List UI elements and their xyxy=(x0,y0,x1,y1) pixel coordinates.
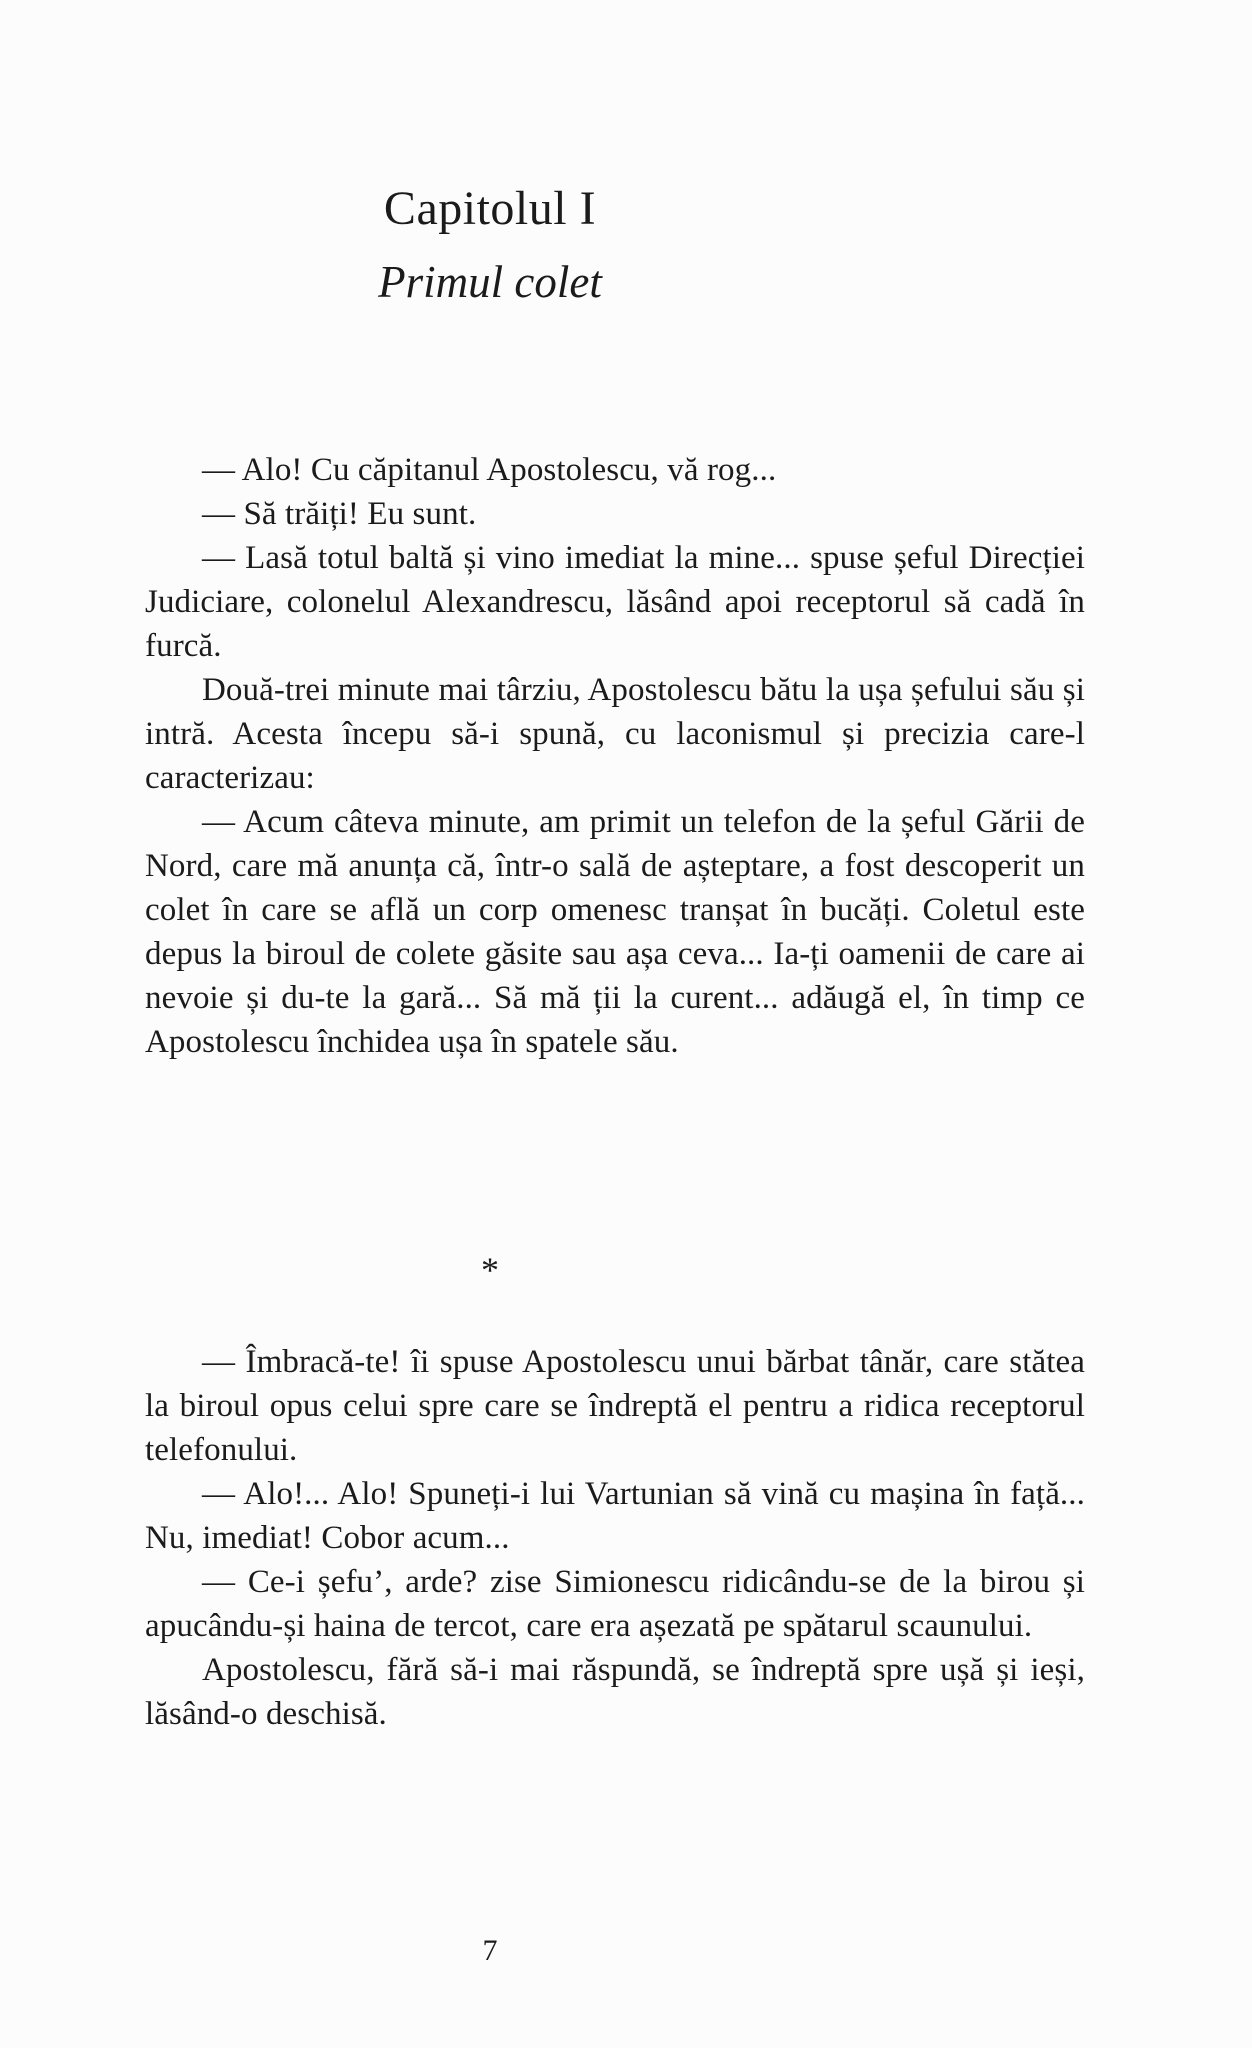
paragraph: — Alo! Cu căpitanul Apostolescu, vă rog... xyxy=(202,452,777,488)
paragraph: Apostolescu, fără să-i mai răspundă, se îndreptă spre ușă și ieși, lăsând-o deschisă. xyxy=(145,1652,1085,1732)
paragraph: — Lasă totul baltă și vino imediat la mine... spuse șeful Direcției Judiciare, colonelul Alexandrescu, lăsând apoi receptorul să cadă în furcă. xyxy=(145,540,1085,664)
paragraph: — Să trăiți! Eu sunt. xyxy=(202,496,477,532)
chapter-subtitle: Primul colet xyxy=(378,257,602,307)
chapter-title: Capitolul I xyxy=(383,182,597,235)
paragraph: — Ce-i șefu’, arde? zise Simionescu ridicându-se de la birou și apucându-și haina de tercot, care era așezată pe spătarul scaunului. xyxy=(145,1564,1085,1644)
paragraph: — Alo!... Alo! Spuneți-i lui Vartunian să vină cu mașina în față... Nu, imediat! Cobor acum... xyxy=(145,1476,1085,1556)
section-separator: * xyxy=(481,1250,499,1290)
paragraph: — Acum câteva minute, am primit un telefon de la șeful Gării de Nord, care mă anunța că, într-o sală de așteptare, a fost descoperit un colet în care se află un corp omenesc tranșat în bucăți. Coletul este depus la biroul de colete găsite sau așa ceva... Ia-ți oamenii de care ai nevoie și du-te la gară... Să mă ții la curent... adăugă el, în timp ce Apostolescu închidea ușa în spatele său. xyxy=(145,804,1085,1060)
page-number: 7 xyxy=(482,1934,498,1967)
text-block-1 xyxy=(145,448,1085,1064)
text-block-2 xyxy=(145,1340,1085,1736)
paragraph: Două-trei minute mai târziu, Apostolescu bătu la ușa șefului său și intră. Acesta începu să-i spună, cu laconismul și precizia care-l caracterizau: xyxy=(145,672,1085,796)
paragraph: — Îmbracă-te! îi spuse Apostolescu unui bărbat tânăr, care stătea la biroul opus celui spre care se îndreptă el pentru a ridica receptorul telefonului. xyxy=(145,1344,1085,1468)
